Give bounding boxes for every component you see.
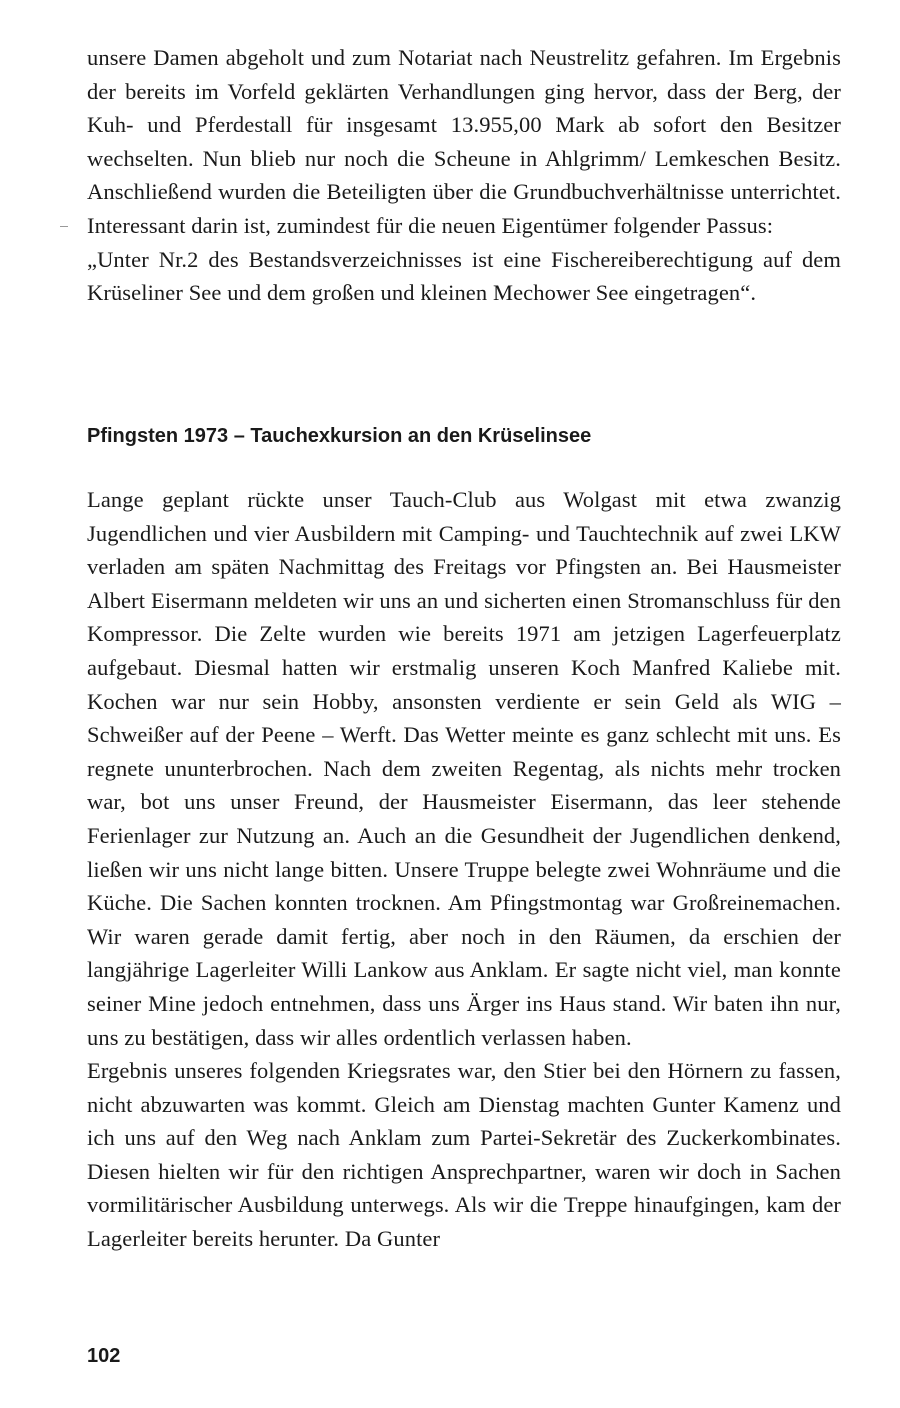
paragraph-war-council: Ergebnis unseres folgenden Kriegsrates war, den Stier bei den Hörnern zu fassen, nicht abzuwarten was kommt. Gleich am Dienstag machten Gunter Kamenz und ich uns auf den Weg nach Anklam zum Partei-Sekretär des Zuckerkombinates. Diesen hielten wir für den richtigen Ansprechpartner, waren wir doch in Sachen vormilitärischer Ausbildung unterwegs. Als wir die Treppe hinaufgingen, kam der Lagerleiter bereits herunter. Da Gunter bbox=[87, 1058, 841, 1252]
paragraph-camp: Lange geplant rückte unser Tauch-Club aus Wolgast mit etwa zwanzig Jugendlichen und vier Ausbildern mit Camping- und Tauchtechnik auf zwei LKW verladen am späten Nachmittag des Freitags vor Pfingsten an. Bei Hausmeister Albert Eisermann meldeten wir uns an und sicherten einen Stromanschluss für den Kompressor. Die Zelte wurden wie bereits 1971 am jetzigen Lagerfeuerplatz aufgebaut. Diesmal hatten wir erstmalig unseren Koch Manfred Kaliebe mit. Kochen war nur sein Hobby, ansonsten verdiente er sein Geld als WIG – Schweißer auf der Peene – Werft. Das Wetter meinte es ganz schlecht mit uns. Es regnete ununterbrochen. Nach dem zweiten Regentag, als nichts mehr trocken war, bot uns unser Freund, der Hausmeister Eisermann, das leer stehende Ferienlager zur Nutzung an. Auch an die Gesundheit der Jugendlichen denkend, ließen wir uns nicht lange bitten. Unsere Truppe belegte zwei Wohnräume und die Küche. Die Sachen konnten trocknen. Am Pfingstmontag war Großreinemachen. Wir waren gerade damit fertig, aber noch in den Räumen, da erschien der langjährige Lagerleiter Willi Lankow aus Anklam. Er sagte nicht viel, man konnte seiner Mine jedoch entnehmen, dass uns Ärger ins Haus stand. Wir baten ihn nur, uns zu bestätigen, dass wir alles ordentlich verlassen haben. bbox=[87, 487, 841, 1050]
section-heading: Pfingsten 1973 – Tauchexkursion an den Krüselinsee bbox=[87, 425, 592, 447]
paragraph-notary: unsere Damen abgeholt und zum Notariat nach Neustrelitz gefahren. Im Ergebnis der bereits im Vorfeld geklärten Verhandlungen ging hervor, dass der Berg, der Kuh- und Pferdestall für insgesamt 13.955,00 Mark ab sofort den Besitzer wechselten. Nun blieb nur noch die Scheune in Ahlgrimm/ Lemkeschen Besitz. Anschließend wurden die Beteiligten über die Grundbuchverhältnisse unterrichtet. Interessant darin ist, zumindest für die neuen Eigentümer folgender Passus: bbox=[87, 45, 841, 238]
paragraph-quote: „Unter Nr.2 des Bestandsverzeichnisses ist eine Fischereiberechtigung auf dem Krüseliner See und dem großen und kleinen Mechower See eingetragen“. bbox=[87, 246, 841, 306]
page-body bbox=[87, 41, 841, 1252]
margin-mark bbox=[60, 226, 68, 227]
section-diving-excursion bbox=[87, 483, 841, 1256]
section-intro bbox=[87, 41, 841, 310]
page-number: 102 bbox=[87, 1345, 121, 1367]
